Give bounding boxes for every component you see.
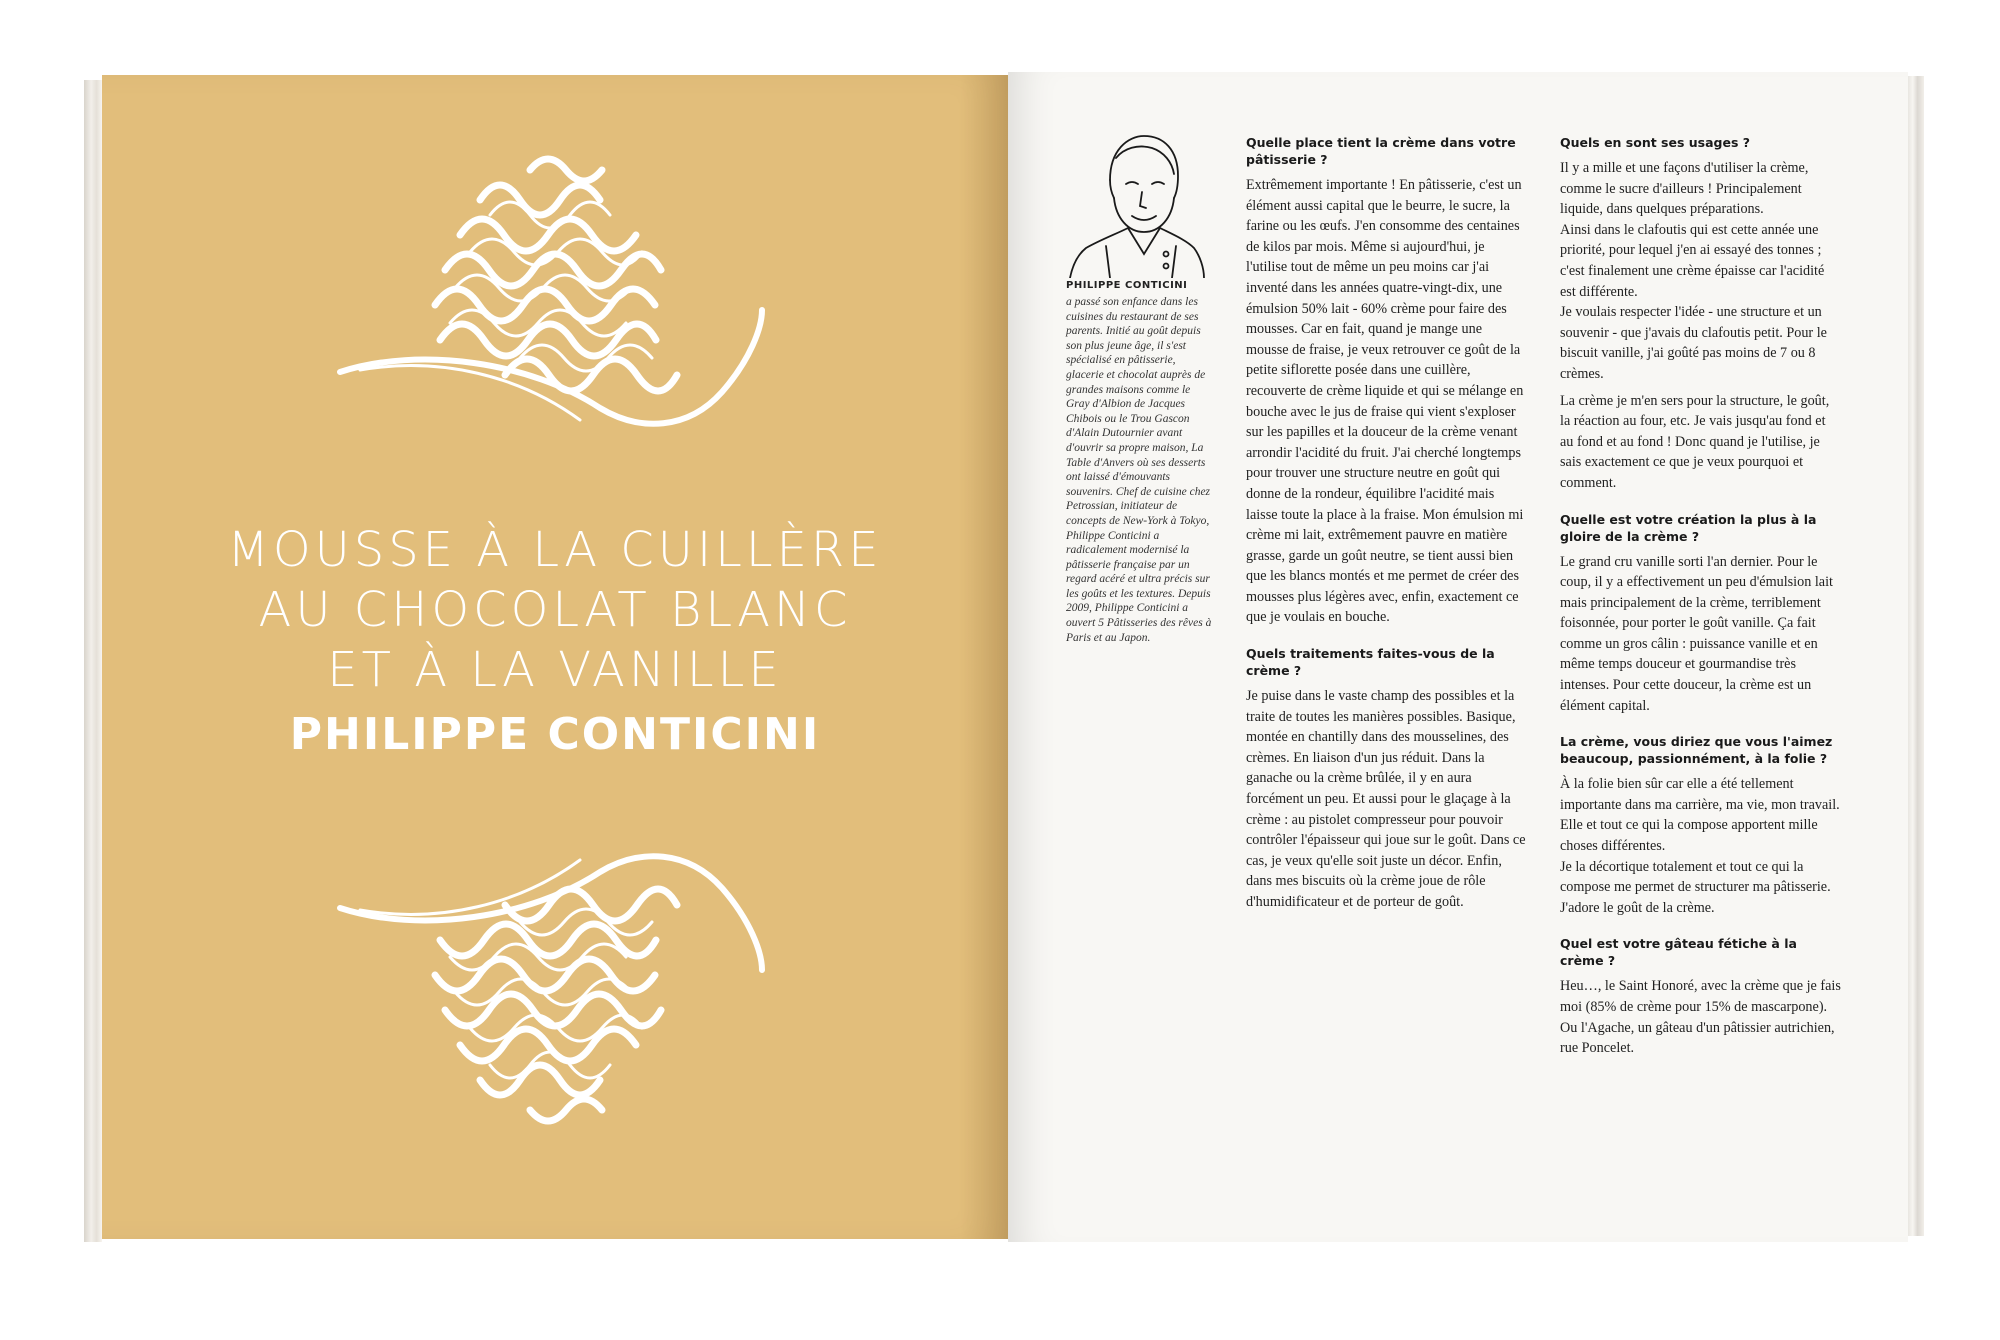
- swirl-cream-ornament-icon: [330, 140, 770, 460]
- answer: [1246, 686, 1528, 913]
- answer-paragraph: Je puise dans le vaste champ des possibles et la traite de toutes les manières possibles. Basique, montée en chantilly dans des mousselines, des crèmes. En liaison d'un jus réduit. Dans la ganache ou la crème brûlée, il y en aura forcément un peu. Et aussi pour le glaçage à la crème : au pistolet compresseur pour pouvoir contrôler l'épaisseur qui joue sur le goût. Dans ce cas, je veux qu'elle soit juste un décor. Enfin, dans mes biscuits où la crème joue de rôle d'humidificateur et de porteur de goût.: [1246, 688, 1526, 910]
- title-line-2: AU CHOCOLAT BLANC: [258, 582, 852, 638]
- chef-bio: [1066, 280, 1216, 645]
- answer-paragraph: À la folie bien sûr car elle a été tellement importante dans ma carrière, ma vie, mon travail. Elle et tout ce qui la compose apportent mille choses différentes.: [1560, 776, 1840, 855]
- question: Quel est votre gâteau fétiche à la crème ?: [1560, 936, 1797, 969]
- answer-paragraph: Heu…, le Saint Honoré, avec la crème que je fais moi (85% de crème pour 15% de mascarpone). Ou l'Agache, un gâteau d'un pâtissier autrichien, rue Poncelet.: [1560, 978, 1841, 1057]
- question: La crème, vous diriez que vous l'aimez beaucoup, passionnément, à la folie ?: [1560, 734, 1833, 767]
- answer: [1560, 774, 1842, 918]
- answer-paragraph: Je la décortique totalement et tout ce qui la compose me permet de structurer ma pâtisserie. J'adore le goût de la crème.: [1560, 858, 1831, 916]
- answer: [1246, 175, 1528, 628]
- answer-paragraph: La crème je m'en sers pour la structure, le goût, la réaction au four, etc. Je vais jusqu'au fond et au fond et au fond ! Donc quand je l'utilise, je sais exactement ce que je veux pourquoi et comment.: [1560, 392, 1830, 491]
- question: Quelle place tient la crème dans votre pâtisserie ?: [1246, 135, 1516, 167]
- question: Quels en sont ses usages ?: [1560, 135, 1751, 150]
- question: Quelle est votre création la plus à la gloire de la crème ?: [1560, 511, 1817, 544]
- answer-paragraph: Le grand cru vanille sorti l'an dernier. Pour le coup, il y a effectivement un peu d'émulsion lait mais principalement de la crème, terriblement foisonnée, pour porter le goût vanille. Ça fait comme un gros câlin : puissance vanille et en même temps douceur et gourmandise très intenses. Pour cette douceur, la crème est un élément capital.: [1560, 553, 1833, 714]
- author-name: PHILIPPE CONTICINI: [289, 709, 821, 760]
- chef-portrait-icon: [1066, 128, 1206, 278]
- left-page-edges: [84, 80, 102, 1242]
- interview-column-2: [1560, 134, 1842, 1076]
- answer-paragraph: Je voulais respecter l'idée - une structure et un souvenir - que j'avais du clafoutis petit. Pour le biscuit vanille, j'ai goûté pas moins de 7 ou 8 crèmes.: [1560, 304, 1827, 382]
- recipe-title-block: [102, 520, 1008, 766]
- answer: [1560, 976, 1842, 1058]
- bio-name: PHILIPPE CONTICINI: [1066, 280, 1188, 291]
- title-line-3: ET À LA VANILLE: [327, 642, 783, 698]
- answer-paragraph: Extrêmement importante ! En pâtisserie, c'est un élément aussi capital que le beurre, le sucre, la farine ou les œufs. J'en consomme des centaines de kilos par mois. Même si aujourd'hui, je l'utilise tout de même un peu moins car j'ai inventé dans les années quatre-vingt-dix, une émulsion 50% lait - 60% crème pour faire des mousses. Car en fait, quand je mange une mousse de fraise, je veux retrouver ce goût de la petite siflorette posée dans une cuillère, recouverte de crème liquide et qui se mélange en bouche avec le jus de fraise qui vient s'exploser sur les papilles et la douceur de la crème venant arrondir l'acidité du fruit. J'ai cherché longtemps pour trouver une structure neutre en goût qui donne de la rondeur, équilibre l'acidité mais laisse toute la place à la fraise. Mon émulsion mi crème mi lait, extrêmement pauvre en matière grasse, garde un goût neutre, se tient aussi bien que les blancs montés et me permet de créer des mousses plus légères avec, enfin, exactement ce que je voulais en bouche.: [1246, 177, 1524, 626]
- question: Quels traitements faites-vous de la crème ?: [1246, 646, 1495, 679]
- answer-paragraph: Ainsi dans le clafoutis qui est cette année une priorité, pour lequel j'en ai essayé des tonnes ; c'est finalement une crème épaisse car l'acidité est différente.: [1560, 221, 1825, 300]
- answer: [1560, 552, 1842, 717]
- interview-column-1: [1246, 134, 1528, 930]
- right-page-edges: [1908, 76, 1924, 1236]
- bio-text: a passé son enfance dans les cuisines du restaurant de ses parents. Initié au goût depuis son plus jeune âge, il s'est spécialisé en pâtisserie, glacerie et chocolat auprès de grandes maisons comme le Gray d'Albion de Jacques Chibois ou le Trou Gascon d'Alain Dutournier avant d'ouvrir sa propre maison, La Table d'Anvers où ses desserts ont laissé d'émouvants souvenirs. Chef de cuisine chez Petrossian, initiateur de concepts de New-York à Tokyo, Philippe Conticini a radicalement modernisé la pâtisserie française par un regard acéré et ultra précis sur les goûts et les textures. Depuis 2009, Philippe Conticini a ouvert 5 Pâtisseries des rêves à Paris et au Japon.: [1066, 296, 1212, 644]
- title-line-1: MOUSSE À LA CUILLÈRE: [227, 522, 883, 578]
- answer: [1560, 158, 1842, 494]
- swirl-cream-ornament-icon: [330, 820, 770, 1140]
- answer-paragraph: Il y a mille et une façons d'utiliser la crème, comme le sucre d'ailleurs ! Principalement liquide, dans quelques préparations.: [1560, 160, 1809, 218]
